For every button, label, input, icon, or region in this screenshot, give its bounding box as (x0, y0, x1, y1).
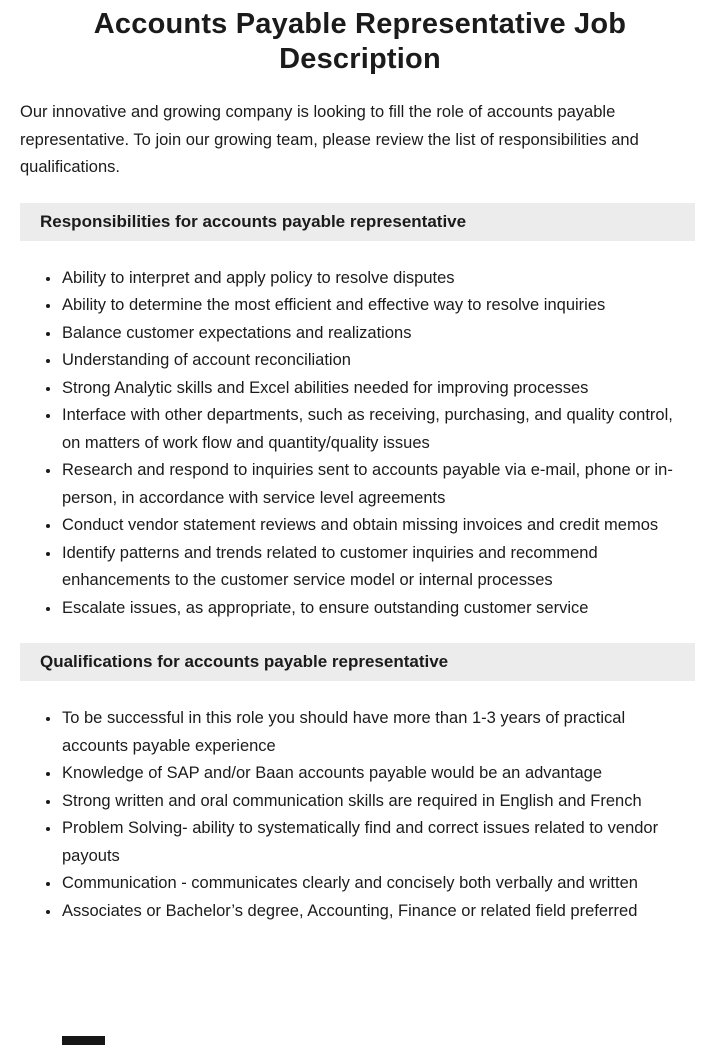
list-item: • Conduct vendor statement reviews and obtain missing invoices and credit memos (61, 512, 692, 540)
list-item: • Balance customer expectations and realizations (61, 320, 692, 348)
list-item: • Problem Solving- ability to systematically find and correct issues related to vendor payouts (61, 815, 692, 870)
list-item: • Research and respond to inquiries sent to accounts payable via e-mail, phone or in-person, in accordance with service level agreements (61, 457, 692, 512)
list-item: • Ability to interpret and apply policy to resolve disputes (61, 265, 692, 293)
job-description-document (0, 7, 720, 925)
list-item: • To be successful in this role you should have more than 1-3 years of practical accounts payable experience (61, 705, 692, 760)
responsibilities-list (0, 265, 692, 623)
qualifications-section (0, 643, 720, 925)
list-item: • Strong Analytic skills and Excel abilities needed for improving processes (61, 375, 692, 403)
list-item: • Strong written and oral communication skills are required in English and French (61, 788, 692, 816)
list-item: • Understanding of account reconciliation (61, 347, 692, 375)
list-item: • Ability to determine the most efficient and effective way to resolve inquiries (61, 292, 692, 320)
list-item: • Communication - communicates clearly and concisely both verbally and written (61, 870, 692, 898)
responsibilities-heading: Responsibilities for accounts payable representative (20, 203, 695, 241)
page-title: Accounts Payable Representative Job Description (93, 8, 627, 75)
list-item: • Escalate issues, as appropriate, to ensure outstanding customer service (61, 595, 692, 623)
intro-paragraph: Our innovative and growing company is looking to fill the role of accounts payable representative. To join our growing team, please review the list of responsibilities and qualifications. (20, 103, 639, 176)
list-item: • Associates or Bachelor’s degree, Accounting, Finance or related field preferred (61, 898, 692, 926)
list-item: • Interface with other departments, such as receiving, purchasing, and quality control, on matters of work flow and quantity/quality issues (61, 402, 692, 457)
qualifications-list (0, 705, 692, 925)
qualifications-heading: Qualifications for accounts payable representative (20, 643, 695, 681)
footer-logo-cutoff-bar (62, 1036, 105, 1045)
list-item: • Knowledge of SAP and/or Baan accounts payable would be an advantage (61, 760, 692, 788)
list-item: • Identify patterns and trends related to customer inquiries and recommend enhancements to the customer service model or internal processes (61, 540, 692, 595)
responsibilities-section (0, 203, 720, 623)
